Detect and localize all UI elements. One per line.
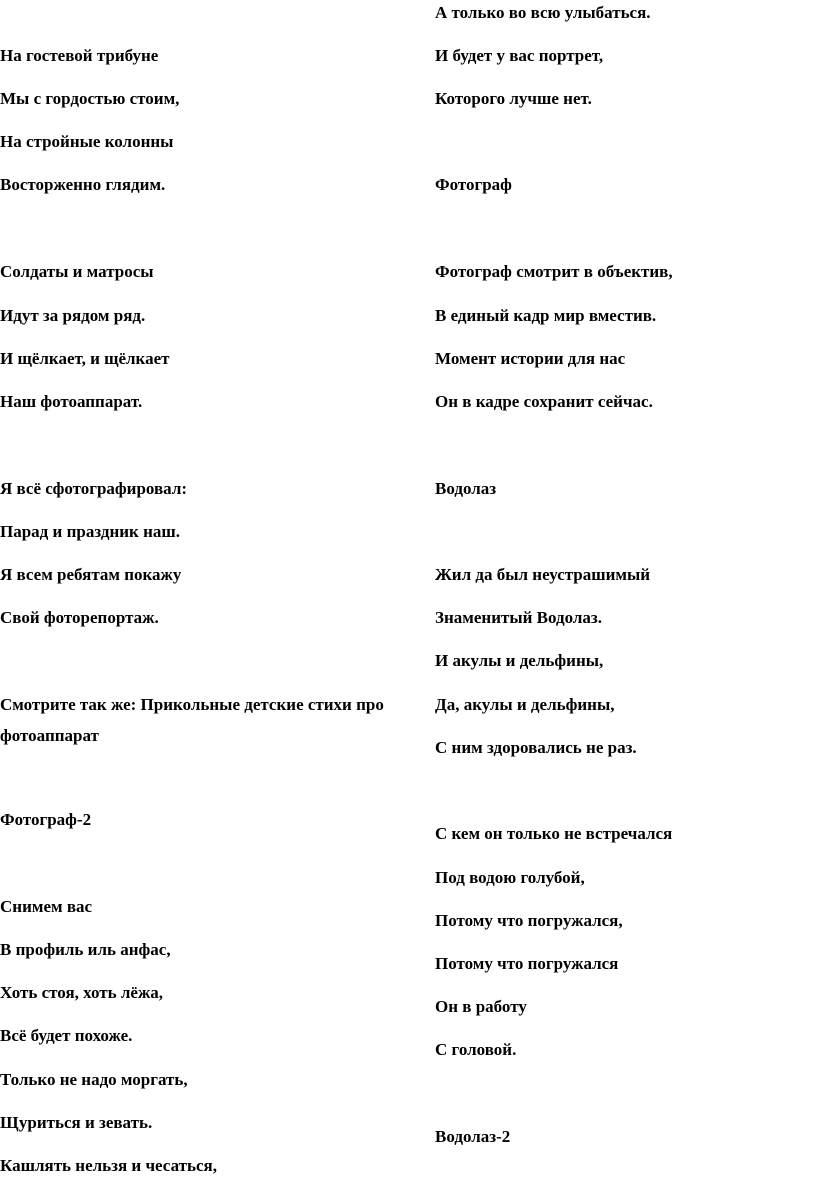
poem-title: Водолаз-2 [435,1127,511,1146]
poem-line: Всё будет похоже. [0,1026,133,1045]
poem-line: И щёлкает, и щёлкает [0,349,170,368]
poem-title: Водолаз [435,479,497,498]
poem-line: Потому что погружался [435,954,619,973]
poem-line: На стройные колонны [0,132,174,151]
poem-line: Знаменитый Водолаз. [435,608,602,627]
poem-line: С ним здоровались не раз. [435,738,637,757]
see-also-link[interactable]: Смотрите так же: Прикольные детские стихи про фотоаппарат [0,695,384,745]
poem-line: С кем он только не встречался [435,824,673,843]
poem-line: Которого лучше нет. [435,89,592,108]
poem-line: Идут за рядом ряд. [0,306,146,325]
poem-line: Только не надо моргать, [0,1070,188,1089]
poem-line: Жил да был неустрашимый [435,565,651,584]
poem-line: Восторженно глядим. [0,175,166,194]
poem-line: А только во всю улыбаться. [435,3,651,22]
poem-line: Снимем вас [0,897,93,916]
poem-line: В профиль иль анфас, [0,940,171,959]
poem-line: Он в кадре сохранит сейчас. [435,392,653,411]
poem-title: Фотограф [435,175,512,194]
poem-line: Наш фотоаппарат. [0,392,143,411]
poem-line: С головой. [435,1040,517,1059]
poem-line: Я всё сфотографировал: [0,479,188,498]
poem-line: Кашлять нельзя и чесаться, [0,1156,217,1175]
poem-line: Момент истории для нас [435,349,626,368]
poem-line: Свой фоторепортаж. [0,608,159,627]
poem-line: Солдаты и матросы [0,262,154,281]
poem-line: Парад и праздник наш. [0,522,180,541]
poem-line: Под водою голубой, [435,868,585,887]
poem-line: В единый кадр мир вместив. [435,306,657,325]
poem-title: Фотограф-2 [0,810,92,829]
poem-line: И акулы и дельфины, [435,651,604,670]
poem-line: Потому что погружался, [435,911,623,930]
poem-line: Хоть стоя, хоть лёжа, [0,983,164,1002]
poem-line: На гостевой трибуне [0,46,159,65]
poem-line: И будет у вас портрет, [435,46,604,65]
poem-line: Он в работу [435,997,527,1016]
poem-line: Мы с гордостью стоим, [0,89,180,108]
poem-line: Да, акулы и дельфины, [435,695,615,714]
poem-line: Я всем ребятам покажу [0,565,182,584]
poem-line: Фотограф смотрит в объектив, [435,262,673,281]
poem-line: Щуриться и зевать. [0,1113,153,1132]
